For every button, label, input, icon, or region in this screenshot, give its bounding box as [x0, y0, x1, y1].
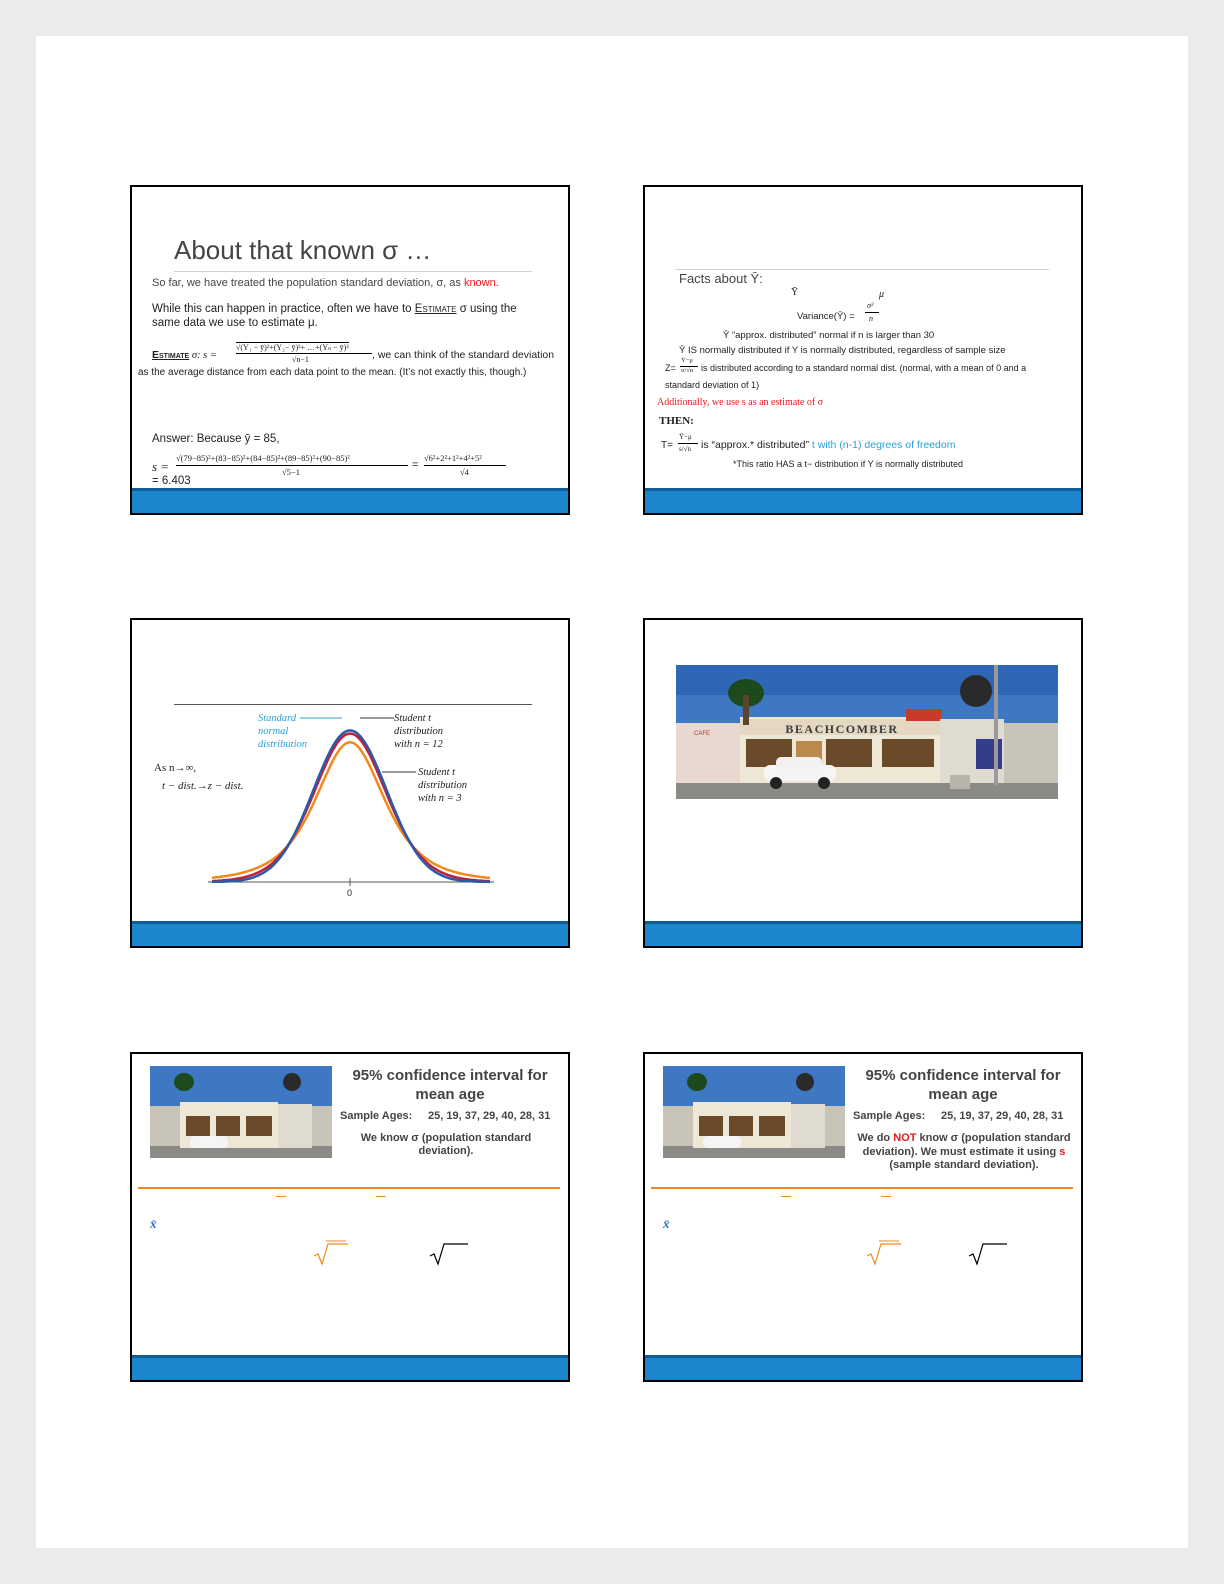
sqrt-sign-orange: [312, 1240, 352, 1268]
slide-title: About that known σ …: [174, 235, 432, 265]
estimate-formula: Estimate σ: s =: [152, 349, 217, 361]
ci-heading: 95% confidence interval for mean age: [865, 1067, 1061, 1103]
beachcomber-photo: [150, 1066, 332, 1158]
distribution-curves: [132, 620, 568, 920]
footer-bar: [132, 488, 568, 513]
normal-line: Ȳ IS normally distributed if Y is normally distributed, regardless of sample size: [679, 345, 1006, 356]
then-label: THEN:: [659, 415, 694, 427]
title-divider: [675, 269, 1049, 270]
additionally-line: Additionally, we use s as an estimate of σ: [657, 397, 824, 408]
bar-mark-1: [781, 1196, 791, 1197]
handout-page: [36, 36, 1188, 1548]
ci-heading: 95% confidence interval for mean age: [352, 1067, 548, 1103]
variance-fraction-line: [865, 312, 879, 313]
limit-line-1: As n→∞,: [154, 762, 197, 774]
footer-bar: [645, 488, 1081, 513]
footer-bar: [645, 1355, 1081, 1380]
sd-result: = 6.403: [152, 475, 191, 487]
z-label: Z=: [665, 363, 676, 373]
normal-label: Standard normal distribution: [258, 713, 308, 750]
sd-fraction-line: [176, 465, 408, 466]
sigma-unknown-text: We do NOT know σ (population standard deviation). We must estimate it using s (sample standard deviation).: [857, 1132, 1071, 1171]
photo-cafe-sign: CAFE: [694, 731, 711, 737]
sd-fraction-line-2: [424, 465, 506, 466]
z-text-2: standard deviation of 1): [665, 380, 760, 390]
footer-bar: [132, 1355, 568, 1380]
sd-denominator-2: √4: [460, 467, 469, 477]
orange-divider: [138, 1187, 560, 1189]
variance-label: Variance(Ȳ) =: [797, 311, 855, 322]
sigma-known-text: We know σ (population standard deviation).: [360, 1132, 532, 1157]
sqrt-sign-black: [967, 1240, 1011, 1268]
t-fraction-line: [678, 443, 698, 444]
sd-denominator: √5−1: [282, 467, 300, 477]
slide-4: [643, 618, 1083, 948]
ybar-symbol: Ȳ: [791, 287, 799, 298]
t-denominator: s/√n: [679, 445, 692, 453]
practice-line-2: same data we use to estimate μ.: [152, 317, 318, 329]
title-divider: [174, 271, 532, 272]
approx-line: Ȳ “approx. distributed” normal if n is larger than 30: [723, 330, 935, 341]
footer-bar: [645, 921, 1081, 946]
t-distribution-line: is “approx.* distributed” t with (n-1) degrees of freedom: [701, 439, 956, 451]
z-numerator: Ȳ−μ: [681, 357, 693, 364]
sd-numerator-2: √6²+2²+1²+4²+5²: [424, 453, 482, 463]
t12-label: Student t distribution with n = 12: [394, 713, 444, 750]
equals-sign: =: [412, 459, 419, 471]
slide-1: [130, 185, 570, 515]
xbar-symbol: x̄: [663, 1216, 670, 1231]
answer-line: Answer: Because ȳ = 85,: [152, 433, 280, 445]
limit-line-2: t − dist.→z − dist.: [162, 780, 244, 792]
beachcomber-photo: [676, 665, 1058, 799]
photo-sign: BEACHCOMBER: [785, 722, 899, 736]
t12-curve: [212, 734, 490, 882]
estimate-explanation: as the average distance from each data point to the mean. (It’s not exactly this, though.): [138, 367, 527, 378]
estimate-denominator: √n−1: [292, 355, 309, 364]
intro-line: So far, we have treated the population standard deviation, σ, as known.: [152, 277, 499, 289]
orange-divider: [651, 1187, 1073, 1189]
slide-6: [643, 1052, 1083, 1382]
bar-mark-2: [881, 1196, 891, 1197]
normal-curve: [212, 731, 490, 882]
sample-values: 25, 19, 37, 29, 40, 28, 31: [941, 1110, 1064, 1122]
footer-bar: [132, 921, 568, 946]
t-label: T=: [661, 440, 673, 451]
bar-mark-2: [376, 1196, 386, 1197]
s-equals: s =: [152, 459, 170, 474]
zero-label: 0: [347, 888, 353, 898]
bar-mark-1: [276, 1196, 286, 1197]
sqrt-sign-black: [428, 1240, 472, 1268]
sd-numerator: √(79−85)²+(83−85)²+(84−85)²+(89−85)²+(90−85)²: [176, 453, 350, 463]
footnote: *This ratio HAS a t− distribution if Y is normally distributed: [733, 459, 964, 469]
estimate-numerator: √(Y₁ − ȳ)²+(Y₂− ȳ)²+ …+(Yₙ − ȳ)²: [236, 343, 349, 352]
sqrt-sign-orange: [865, 1240, 905, 1268]
sample-label: Sample Ages:: [340, 1110, 413, 1122]
slide-2: [643, 185, 1083, 515]
slide-5: [130, 1052, 570, 1382]
slide-3: [130, 618, 570, 948]
practice-line: While this can happen in practice, often we have to Estimate σ using the: [152, 303, 517, 315]
z-denominator: σ/√n: [681, 367, 694, 374]
fraction-line: [236, 353, 372, 354]
variance-numerator: σ²: [867, 301, 874, 310]
mu-symbol: μ: [879, 289, 885, 300]
estimate-tail: , we can think of the standard deviation: [372, 349, 555, 361]
sample-values: 25, 19, 37, 29, 40, 28, 31: [428, 1110, 551, 1122]
t3-curve: [212, 742, 490, 878]
sample-label: Sample Ages:: [853, 1110, 926, 1122]
beachcomber-photo: [663, 1066, 845, 1158]
variance-denominator: n: [869, 314, 873, 323]
t3-label: Student t distribution with n = 3: [418, 767, 468, 804]
t-numerator: Ȳ−μ: [679, 433, 692, 441]
xbar-symbol: x̄: [150, 1216, 157, 1231]
facts-heading: Facts about Ȳ:: [679, 271, 763, 286]
z-text: is distributed according to a standard normal dist. (normal, with a mean of 0 and a: [701, 363, 1027, 373]
